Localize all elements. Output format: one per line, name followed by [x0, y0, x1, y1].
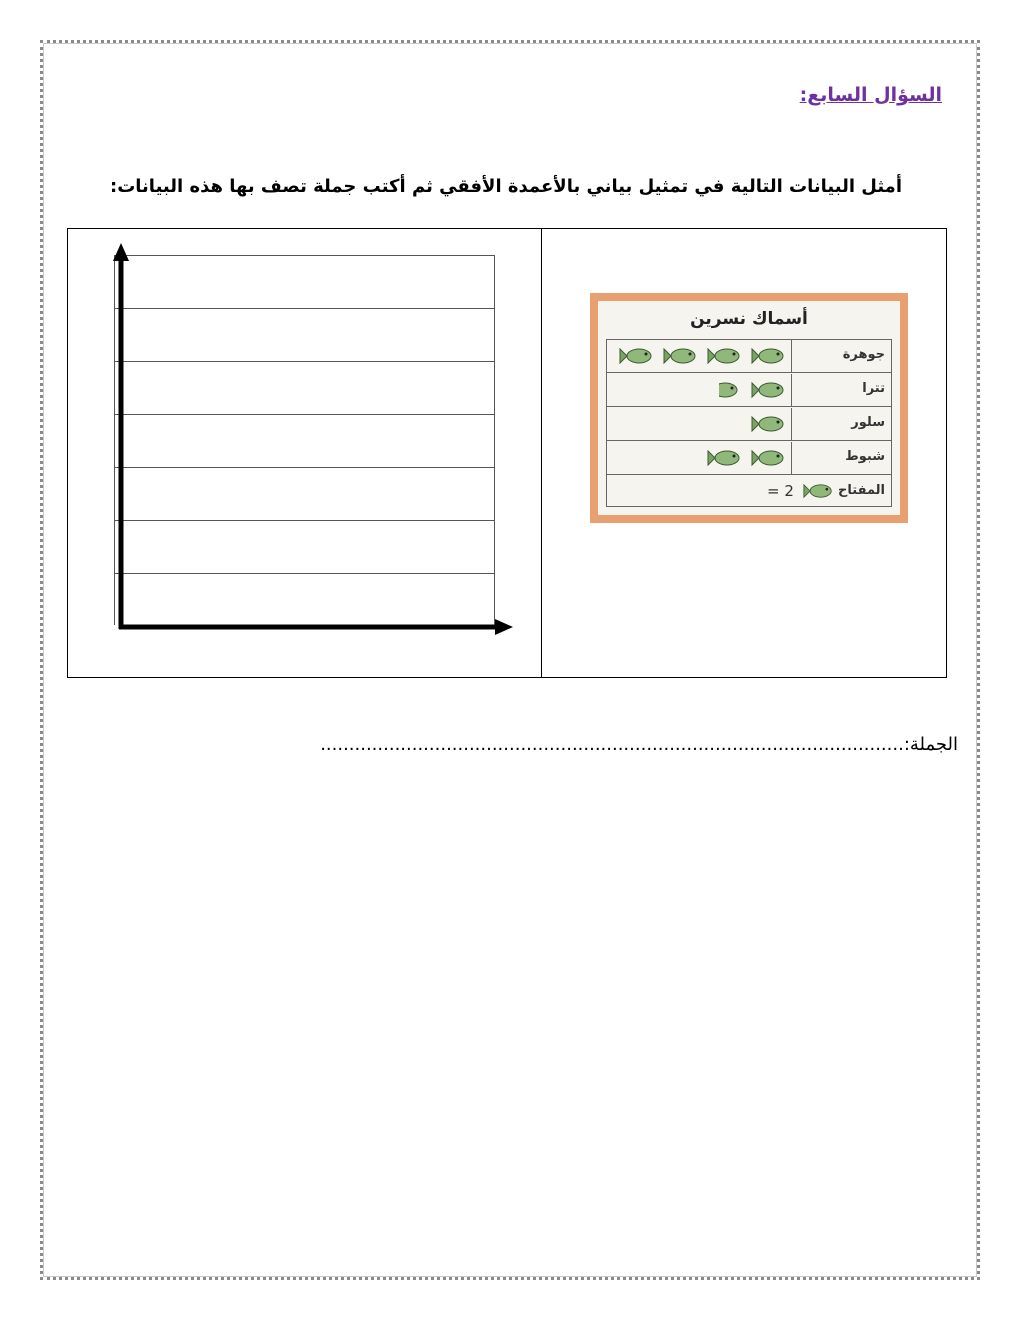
table-divider [541, 229, 542, 677]
pictograph [590, 293, 908, 523]
row-name: سلور [851, 415, 885, 430]
fish-icon [619, 345, 653, 367]
question-instruction: أمثل البيانات التالية في تمثيل بياني بالأعمدة الأفقي ثم أكتب جملة تصف بها هذه البيانات: [110, 176, 902, 197]
key-value: = 2 [767, 482, 794, 500]
row-name: شبوط [845, 449, 885, 464]
fish-icon [751, 379, 785, 401]
fish-icon [751, 345, 785, 367]
fish-cell [607, 374, 791, 406]
fish-icon [663, 345, 697, 367]
pictograph-grid [606, 339, 892, 507]
row-name: جوهرة [842, 347, 885, 362]
sentence-label: الجملة: [903, 734, 958, 755]
row-name: تترا [862, 381, 885, 396]
sentence-row[interactable] [198, 734, 958, 755]
key-label: المفتاح [838, 483, 885, 498]
fish-cell [607, 340, 791, 372]
fish-icon [803, 481, 833, 501]
fish-icon [751, 447, 785, 469]
x-axis-arrow-icon [495, 619, 513, 635]
pictograph-row [607, 374, 891, 407]
fish-icon [751, 413, 785, 435]
y-axis-arrow-icon [113, 243, 129, 261]
fish-icon [707, 345, 741, 367]
pictograph-row [607, 408, 891, 441]
half-fish-icon [719, 379, 739, 401]
pictograph-row [607, 442, 891, 475]
sentence-blank[interactable]: ...................................................................................................... [320, 734, 904, 755]
fish-cell [607, 408, 791, 440]
pictograph-row [607, 340, 891, 373]
question-title: السؤال السابع: [799, 84, 942, 106]
pictograph-title: أسماك نسرين [690, 309, 808, 329]
pictograph-key [607, 476, 891, 508]
answer-table [67, 228, 947, 678]
fish-icon [707, 447, 741, 469]
fish-cell [607, 442, 791, 474]
graph-axes [68, 229, 541, 679]
